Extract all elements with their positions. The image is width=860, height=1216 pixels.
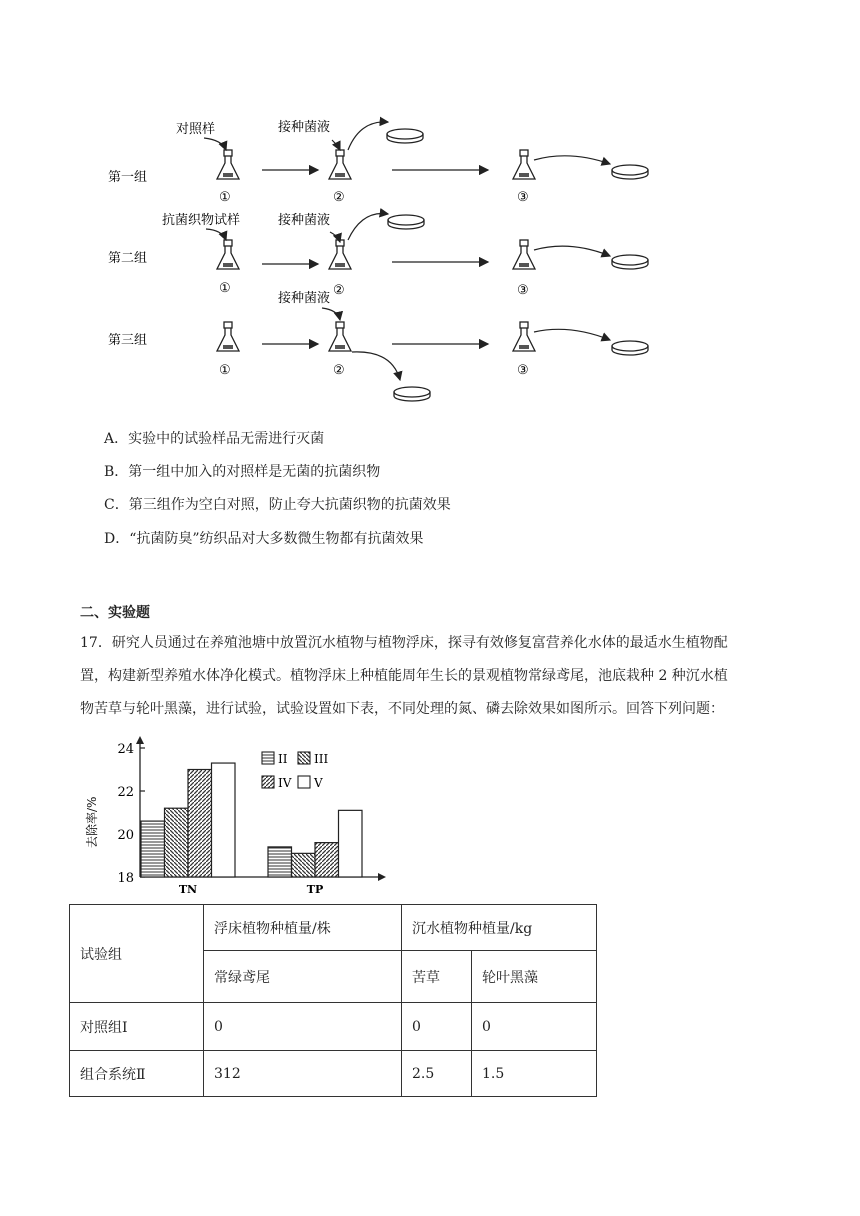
step-1-label: ① <box>219 363 231 378</box>
step-1-label: ① <box>219 281 231 296</box>
option-letter: C． <box>104 497 129 513</box>
y-tick-label: 20 <box>117 828 134 843</box>
header-float: 浮床植物种植量/株 <box>204 905 402 951</box>
bar <box>268 847 292 877</box>
y-tick-label: 22 <box>117 785 134 800</box>
legend-swatch <box>262 752 274 764</box>
flask-icon <box>329 322 351 351</box>
question-line-1: 17．研究人员通过在养殖池塘中放置沉水植物与植物浮床，探寻有效修复富营养化水体的最适水生植物配 <box>80 635 728 651</box>
flask-icon <box>513 150 535 179</box>
step-2-label: ② <box>333 363 345 378</box>
legend-label: V <box>314 776 323 790</box>
bar <box>292 853 316 877</box>
option-a <box>104 428 324 448</box>
flask-icon <box>217 322 239 351</box>
bar <box>188 770 212 878</box>
step-3-label: ③ <box>517 283 529 298</box>
flask-icon <box>513 240 535 269</box>
flask-icon <box>217 150 239 179</box>
legend-swatch <box>298 752 310 764</box>
group-label-3: 第三组 <box>108 333 148 348</box>
table-row <box>70 1003 597 1051</box>
cell-a: 2.5 <box>402 1051 472 1097</box>
bar <box>141 821 165 877</box>
cell-b: 1.5 <box>472 1051 597 1097</box>
option-c <box>104 494 451 514</box>
option-b <box>104 461 380 481</box>
question-line-3: 物苦草与轮叶黑藻，进行试验，试验设置如下表，不同处理的氮、磷去除效果如图所示。回答下列问题： <box>80 701 724 717</box>
flask-icon <box>217 240 239 269</box>
flask-icon <box>329 240 351 269</box>
option-letter: B． <box>104 464 129 480</box>
petri-dish-icon <box>612 255 648 269</box>
question-line-2: 置，构建新型养殖水体净化模式。植物浮床上种植能周年生长的景观植物常绿鸢尾，池底栽种 2 种沉水植 <box>80 668 728 684</box>
cell-float: 312 <box>204 1051 402 1097</box>
bar <box>339 810 363 877</box>
subheader-b: 轮叶黑藻 <box>472 951 597 1003</box>
table-row <box>70 1051 597 1097</box>
y-axis-label: 去除率/% <box>85 796 99 848</box>
y-tick-label: 18 <box>117 871 134 886</box>
petri-dish-icon <box>394 387 430 401</box>
subheader-iris: 常绿鸢尾 <box>204 951 402 1003</box>
x-axis-arrow <box>378 873 386 881</box>
group-label-1: 第一组 <box>108 170 148 185</box>
x-tick-label: TP <box>306 883 324 895</box>
petri-dish-icon <box>387 129 423 143</box>
option-text: 实验中的试验样品无需进行灭菌 <box>128 431 325 447</box>
cell-a: 0 <box>402 1003 472 1051</box>
cell-group: 组合系统Ⅱ <box>70 1051 204 1097</box>
removal-rate-chart <box>78 730 398 895</box>
group-label-2: 第二组 <box>108 251 148 266</box>
flask-icon <box>329 150 351 179</box>
header-submerged: 沉水植物种植量/kg <box>402 905 597 951</box>
experiment-diagram <box>0 0 860 420</box>
step-2-label: ② <box>333 283 345 298</box>
option-text: 第一组中加入的对照样是无菌的抗菌织物 <box>128 464 381 480</box>
option-text: “抗菌防臭”纺织品对大多数微生物都有抗菌效果 <box>129 531 424 547</box>
step-3-label: ③ <box>517 190 529 205</box>
petri-dish-icon <box>612 341 648 355</box>
legend-label: IV <box>278 776 292 790</box>
legend-swatch <box>262 776 274 788</box>
header-group: 试验组 <box>70 905 204 1003</box>
option-letter: D． <box>104 531 130 547</box>
option-letter: A． <box>104 431 129 447</box>
cell-group: 对照组Ⅰ <box>70 1003 204 1051</box>
antibacterial-sample-label: 抗菌织物试样 <box>162 213 241 228</box>
y-tick-label: 24 <box>117 742 134 757</box>
control-sample-label: 对照样 <box>176 122 216 137</box>
inoculate-label: 接种菌液 <box>278 120 331 135</box>
step-3-label: ③ <box>517 363 529 378</box>
flask-icon <box>513 322 535 351</box>
subheader-a: 苦草 <box>402 951 472 1003</box>
x-tick-label: TN <box>178 883 198 895</box>
bar <box>165 808 189 877</box>
option-d <box>104 528 424 548</box>
petri-dish-icon <box>388 215 424 229</box>
cell-float: 0 <box>204 1003 402 1051</box>
option-text: 第三组作为空白对照，防止夸大抗菌织物的抗菌效果 <box>128 497 451 513</box>
section-title: 二、实验题 <box>80 605 150 621</box>
legend-label: II <box>278 752 288 766</box>
cell-b: 0 <box>472 1003 597 1051</box>
experiment-table <box>69 904 597 1097</box>
legend-label: III <box>314 752 329 766</box>
petri-dish-icon <box>612 165 648 179</box>
legend-swatch <box>298 776 310 788</box>
inoculate-label: 接种菌液 <box>278 213 331 228</box>
bar <box>212 763 236 877</box>
step-1-label: ① <box>219 190 231 205</box>
y-axis-arrow <box>136 736 144 744</box>
bar <box>315 843 339 877</box>
inoculate-label: 接种菌液 <box>278 291 331 306</box>
step-2-label: ② <box>333 190 345 205</box>
